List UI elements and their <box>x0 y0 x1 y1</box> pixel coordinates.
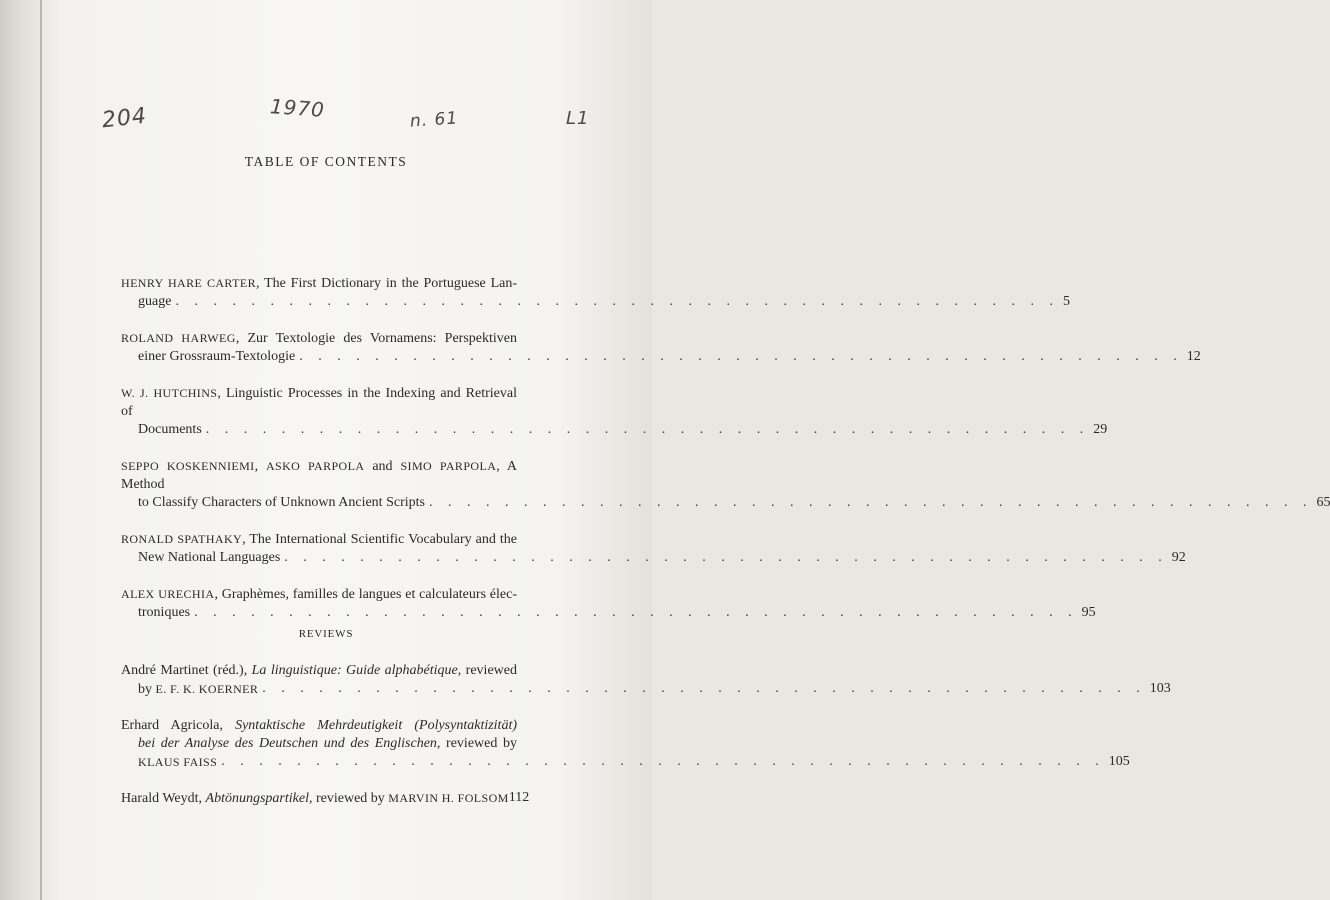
review-entry: André Martinet (réd.), La linguistique: Guide alphabétique, reviewed by E. F. K. KOERNER . . . . . . . . . . . . . . . . . . . . . . . . . . . . . . . . . . . . . . . . . . . . . . . 103 <box>121 663 1171 697</box>
toc-entry <box>121 274 1070 311</box>
page-number: 12 <box>1186 349 1201 364</box>
author: SIMO PARPOLA <box>400 459 497 473</box>
handwritten-note-left: 204 <box>100 103 149 134</box>
leader-dots: . . . . . . . . . . . . . . . . . . . . . . . . . . . . . . . . . . . . . . . . . . . . . . . <box>221 754 1105 769</box>
book-title: Syntaktische Mehrdeutigkeit (Polysyntaktizität) <box>235 718 518 733</box>
page-number: 5 <box>1062 294 1070 309</box>
article-title: , A Method <box>121 459 518 492</box>
contents-list <box>121 274 1330 640</box>
leader-dots: . . . . . . . . . . . . . . . . . . . . . . . . . . . . . . . . . . . . . . . . . . . . . . . <box>262 681 1146 696</box>
leader-dots: . . . . . . . . . . . . . . . . . . . . . . . . . . . . . . . . . . . . . . . . . . . . . . . <box>299 349 1183 364</box>
toc-entry: SEPPO KOSKENNIEMI, ASKO PARPOLA and SIMO PARPOLA, A Method to Classify Characters of Unknown Ancient Scripts . . . . . . . . . . . . . . . . . . . . . . . . . . . . . . . . . . . . . . . . . . . . . . . 65 <box>121 459 1330 510</box>
page-number: 29 <box>1093 422 1108 437</box>
author: ASKO PARPOLA <box>265 459 365 473</box>
leader-dots: . . . . . . . . . . . . . . . . . . . . . . . . . . . . . . . . . . . . . . . . . . . . . . . <box>194 605 1078 620</box>
author: ALEX URECHIA <box>121 587 215 601</box>
page-number: 92 <box>1171 550 1186 565</box>
book-title: Abtönungspartikel <box>205 791 309 806</box>
author: ROLAND HARWEG <box>121 331 236 345</box>
author: SEPPO KOSKENNIEMI <box>121 459 255 473</box>
article-title: , The International Scientific Vocabulary and the <box>242 532 518 547</box>
article-title-cont: Documents <box>138 422 202 437</box>
handwritten-note-right: L1 <box>566 108 590 129</box>
article-title: , Linguistic Processes in the Indexing and Retrieval of <box>121 386 517 419</box>
page-title: TABLE OF CONTENTS <box>244 154 408 169</box>
article-title-cont: einer Grossraum-Textologie <box>138 349 296 364</box>
article-title-cont: troniques <box>138 605 191 620</box>
article-title-cont: New National Languages <box>138 550 281 565</box>
article-title-cont: to Classify Characters of Unknown Ancient Scripts <box>138 495 425 510</box>
reviews-heading: REVIEWS <box>298 628 354 640</box>
page-number: 95 <box>1081 605 1096 620</box>
review-entry: Erhard Agricola, Syntaktische Mehrdeutigkeit (Polysyntaktizität) bei der Analyse des Deutschen und des Englischen, reviewed by KLAUS FAISS . . . . . . . . . . . . . . . . . . . . . . . . . . . . . . . . . . . . . . . . . . . . . . . 105 <box>121 718 1130 769</box>
handwritten-number: n. 61 <box>409 108 459 132</box>
reviews-list <box>121 662 1171 826</box>
toc-entry <box>121 329 1201 366</box>
review-entry: Harald Weydt, Abtönungspartikel, reviewed by MARVIN H. FOLSOM 112 <box>121 790 530 806</box>
article-title: , Graphèmes, familles de langues et calculateurs élec- <box>214 587 518 602</box>
author: RONALD SPATHAKY <box>121 532 243 546</box>
page-number: 105 <box>1108 754 1130 769</box>
toc-entry <box>121 585 1096 622</box>
leader-dots: . . . . . . . . . . . . . . . . . . . . . . . . . . . . . . . . . . . . . . . . . . . . . . . <box>428 495 1313 510</box>
author: HENRY HARE CARTER <box>121 276 256 290</box>
author: W. J. HUTCHINS <box>121 386 218 400</box>
leader-dots: . . . . . . . . . . . . . . . . . . . . . . . . . . . . . . . . . . . . . . . . . . . . . . . <box>284 550 1168 565</box>
toc-entry <box>121 384 1108 439</box>
book-title-cont: bei der Analyse des Deutschen und des Englischen <box>138 736 437 751</box>
reviewer: E. F. K. KOERNER <box>155 682 259 696</box>
binding-edge <box>40 0 42 900</box>
page-number: 112 <box>508 790 530 805</box>
toc-entry <box>121 530 1186 567</box>
page-number: 103 <box>1149 681 1171 696</box>
page-number: 65 <box>1316 495 1330 510</box>
article-title-cont: guage <box>138 294 172 309</box>
leader-dots: . . . . . . . . . . . . . . . . . . . . . . . . . . . . . . . . . . . . . . . . . . . . . . . <box>205 422 1090 437</box>
reviewer: MARVIN H. FOLSOM <box>388 791 509 805</box>
book-title: La linguistique: Guide alphabétique <box>251 663 458 678</box>
leader-dots: . . . . . . . . . . . . . . . . . . . . . . . . . . . . . . . . . . . . . . . . . . . . . . . <box>175 294 1059 309</box>
handwritten-year: 1970 <box>269 94 326 122</box>
article-title: , Zur Textologie des Vornamens: Perspektiven <box>235 331 518 346</box>
reviewer: KLAUS FAISS <box>138 755 218 769</box>
article-title: , The First Dictionary in the Portuguese Lan- <box>255 276 517 291</box>
